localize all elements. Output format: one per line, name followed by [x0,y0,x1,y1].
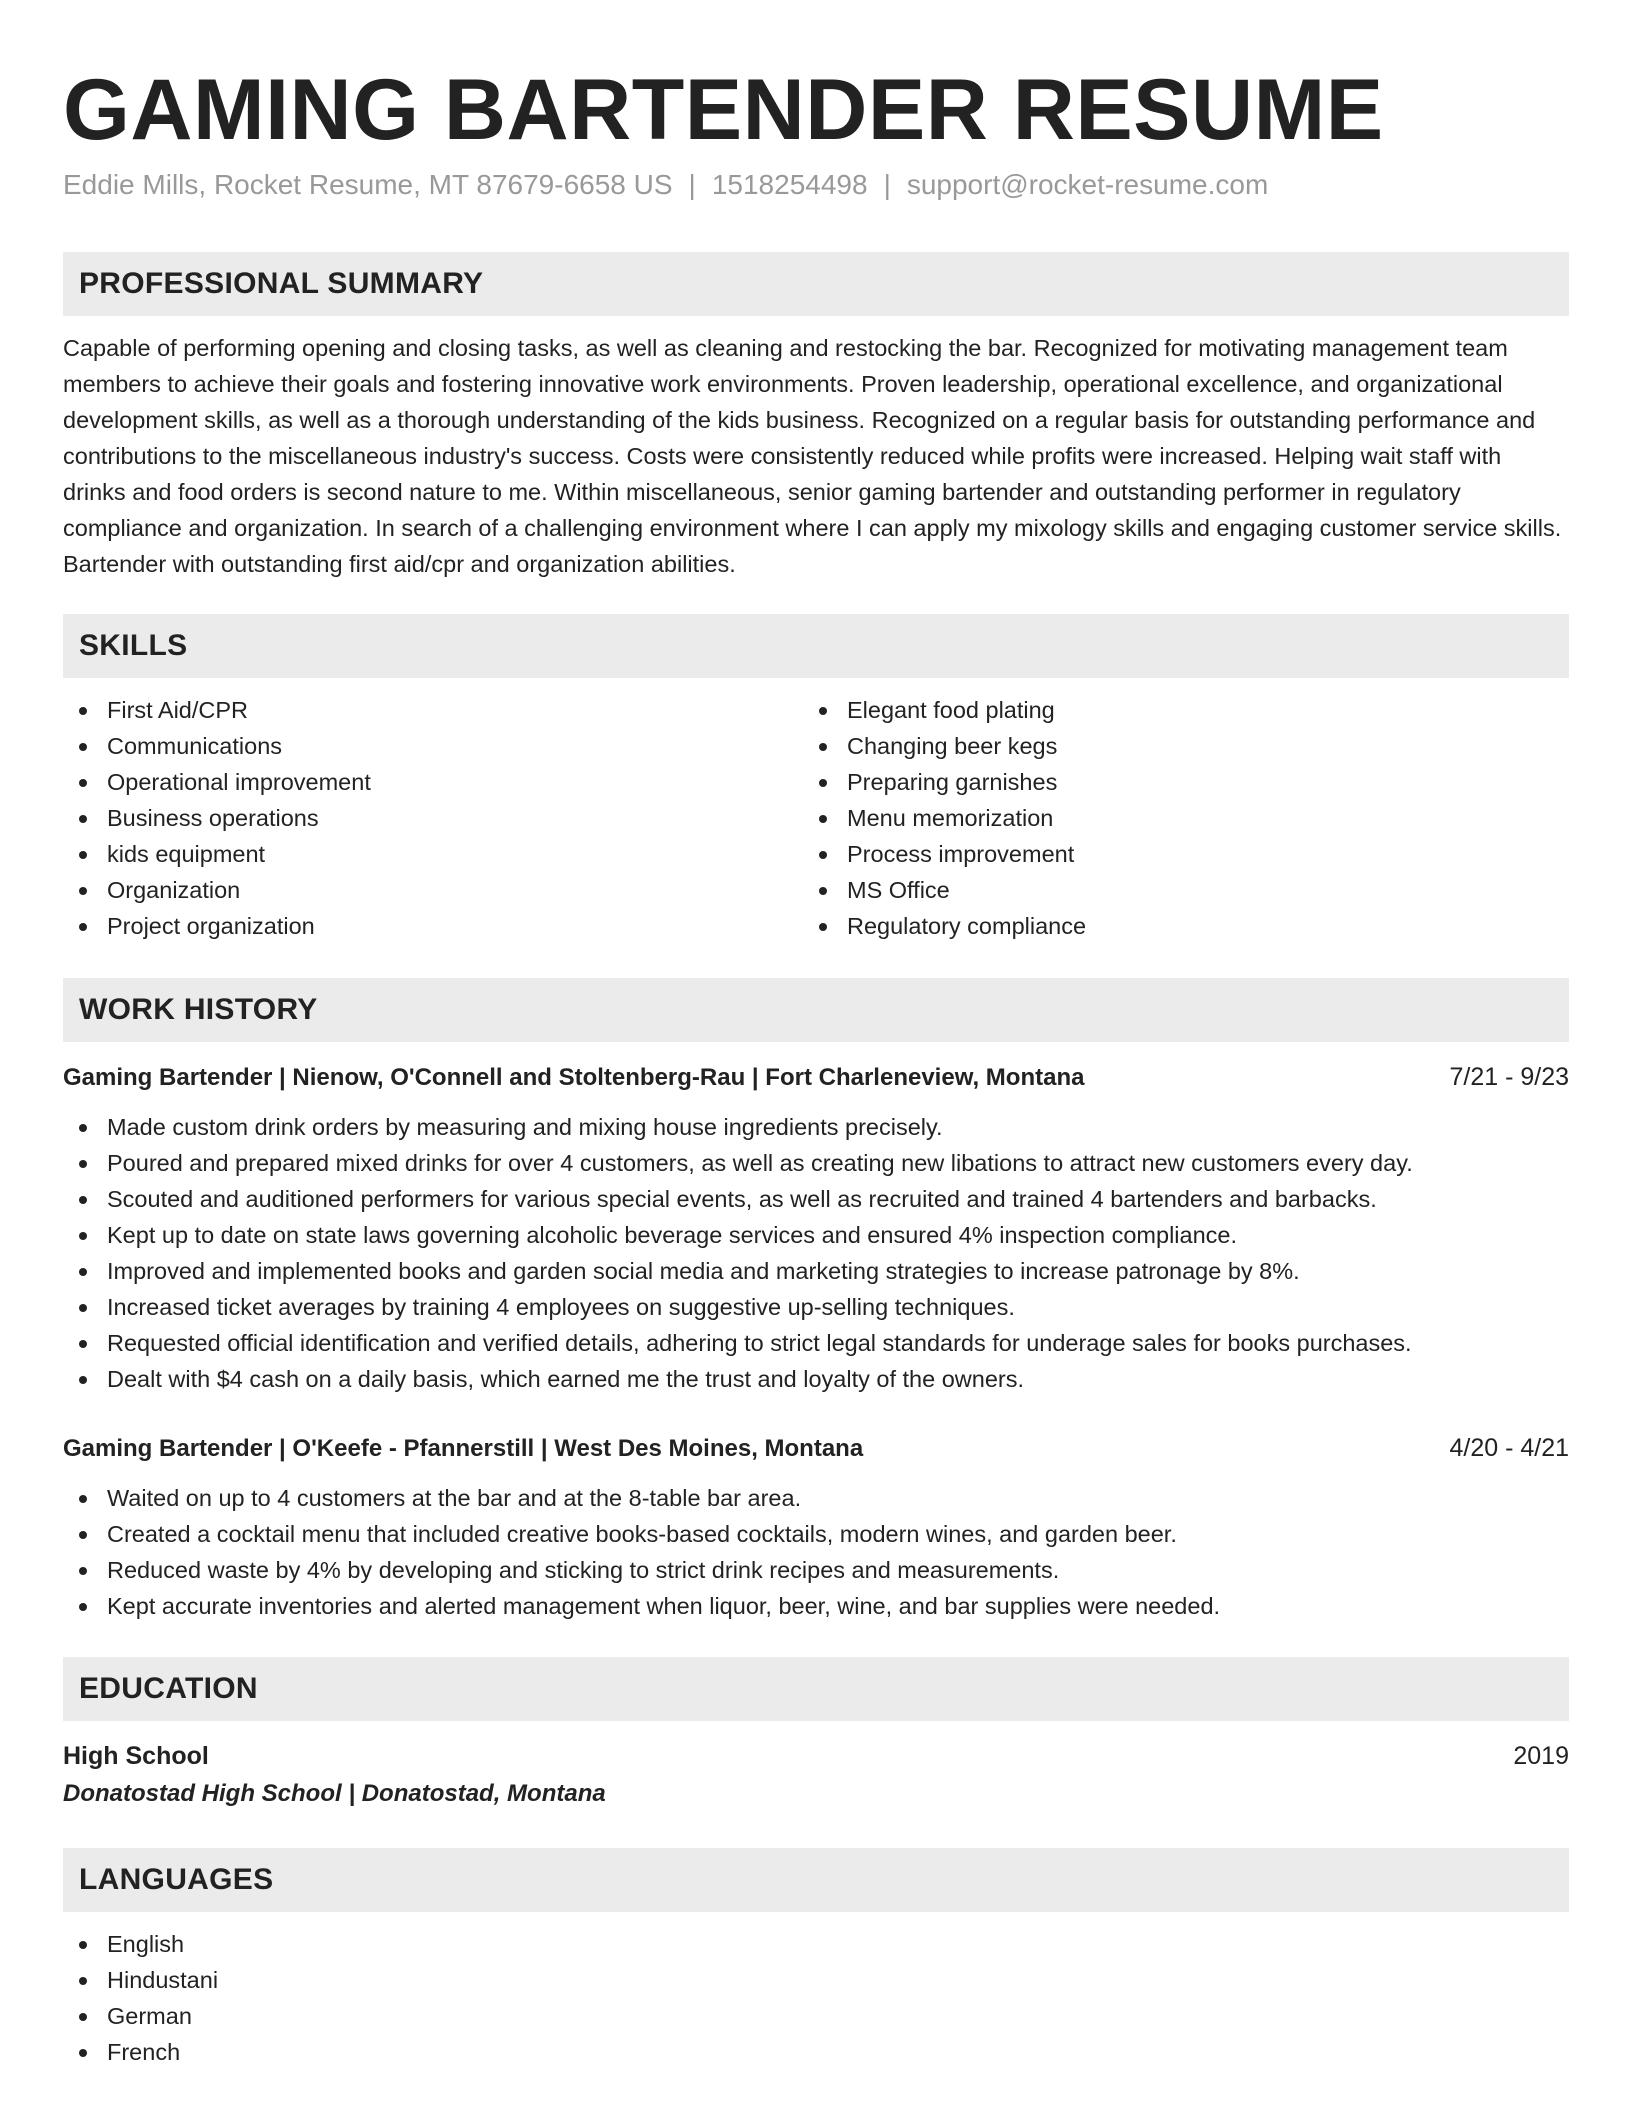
education-year: 2019 [1513,1742,1569,1770]
skill-item: Preparing garnishes [803,764,1569,800]
education-section-header [63,1657,1569,1721]
job-header [63,1058,1569,1097]
skills-heading: SKILLS [79,629,188,662]
job-bullet: Requested official identification and verified details, adhering to strict legal standards for underage sales for books purchases. [63,1325,1569,1361]
skill-item: Communications [63,728,803,764]
summary-heading: PROFESSIONAL SUMMARY [79,267,484,300]
education-school: Donatostad High School | Donatostad, Montana [63,1780,606,1807]
summary-section-header [63,252,1569,316]
job-title: Gaming Bartender | O'Keefe - Pfannerstill | West Des Moines, Montana [63,1435,864,1462]
job-bullet: Reduced waste by 4% by developing and sticking to strict drink recipes and measurements. [63,1552,1569,1588]
skill-item: Process improvement [803,836,1569,872]
work-section-header [63,978,1569,1042]
skills-column-left [63,692,803,944]
job-entry [63,1058,1569,1397]
contact-email: support@rocket-resume.com [906,169,1269,200]
job-bullets [63,1480,1569,1624]
job-header [63,1429,1569,1468]
job-bullet: Poured and prepared mixed drinks for over 4 customers, as well as creating new libations to attract new customers every day. [63,1145,1569,1181]
contact-separator: | [688,169,696,200]
job-bullet: Scouted and auditioned performers for various special events, as well as recruited and trained 4 bartenders and barbacks. [63,1181,1569,1217]
skills-section-header [63,614,1569,678]
skills-column-right [803,692,1569,944]
skill-item: Menu memorization [803,800,1569,836]
language-item: German [63,1998,1569,2034]
skill-item: kids equipment [63,836,803,872]
contact-phone: 1518254498 [711,169,868,200]
job-bullet: Improved and implemented books and garden social media and marketing strategies to increase patronage by 8%. [63,1253,1569,1289]
education-header [63,1737,1569,1775]
job-bullet: Made custom drink orders by measuring and mixing house ingredients precisely. [63,1109,1569,1145]
job-title: Gaming Bartender | Nienow, O'Connell and Stoltenberg-Rau | Fort Charleneview, Montana [63,1064,1085,1091]
skill-item: Changing beer kegs [803,728,1569,764]
skills-grid [63,692,1569,944]
job-bullet: Kept accurate inventories and alerted management when liquor, beer, wine, and bar supplies were needed. [63,1588,1569,1624]
language-item: French [63,2034,1569,2070]
education-entry [63,1737,1569,1813]
job-bullet: Increased ticket averages by training 4 employees on suggestive up-selling techniques. [63,1289,1569,1325]
job-bullet: Kept up to date on state laws governing alcoholic beverage services and ensured 4% inspection compliance. [63,1217,1569,1253]
work-heading: WORK HISTORY [79,993,318,1026]
contact-separator: | [883,169,891,200]
job-entry [63,1429,1569,1624]
skill-item: Business operations [63,800,803,836]
education-degree: High School [63,1742,209,1770]
language-item: Hindustani [63,1962,1569,1998]
skill-item: Elegant food plating [803,692,1569,728]
job-bullet: Waited on up to 4 customers at the bar and at the 8-table bar area. [63,1480,1569,1516]
job-bullet: Dealt with $4 cash on a daily basis, which earned me the trust and loyalty of the owners. [63,1361,1569,1397]
languages-heading: LANGUAGES [79,1863,274,1896]
resume-title: GAMING BARTENDER RESUME [63,62,1384,158]
education-heading: EDUCATION [79,1672,258,1705]
job-bullets [63,1109,1569,1397]
skill-item: Organization [63,872,803,908]
job-dates: 7/21 - 9/23 [1449,1063,1569,1091]
contact-line [63,165,1569,205]
skill-item: MS Office [803,872,1569,908]
skills-list-right [803,692,1569,944]
summary-text: Capable of performing opening and closing tasks, as well as cleaning and restocking the bar. Recognized for motivating management team members to achieve their goals and fostering innovative work environments. Proven leadership, operational excellence, and organizational development skills, as well as a thorough understanding of the kids business. Recognized on a regular basis for outstanding performance and contributions to the miscellaneous industry's success. Costs were consistently reduced while profits were increased. Helping wait staff with drinks and food orders is second nature to me. Within miscellaneous, senior gaming bartender and outstanding performer in regulatory compliance and organization. In search of a challenging environment where I can apply my mixology skills and engaging customer service skills. Bartender with outstanding first aid/cpr and organization abilities. [63,335,1562,577]
languages-list [63,1926,1569,2070]
skill-item: Regulatory compliance [803,908,1569,944]
skill-item: Project organization [63,908,803,944]
skill-item: Operational improvement [63,764,803,800]
job-bullet: Created a cocktail menu that included creative books-based cocktails, modern wines, and garden beer. [63,1516,1569,1552]
job-dates: 4/20 - 4/21 [1449,1434,1569,1462]
languages-section-header [63,1848,1569,1912]
contact-address: Eddie Mills, Rocket Resume, MT 87679-6658 US [63,169,673,200]
skill-item: First Aid/CPR [63,692,803,728]
language-item: English [63,1926,1569,1962]
skills-list-left [63,692,803,944]
